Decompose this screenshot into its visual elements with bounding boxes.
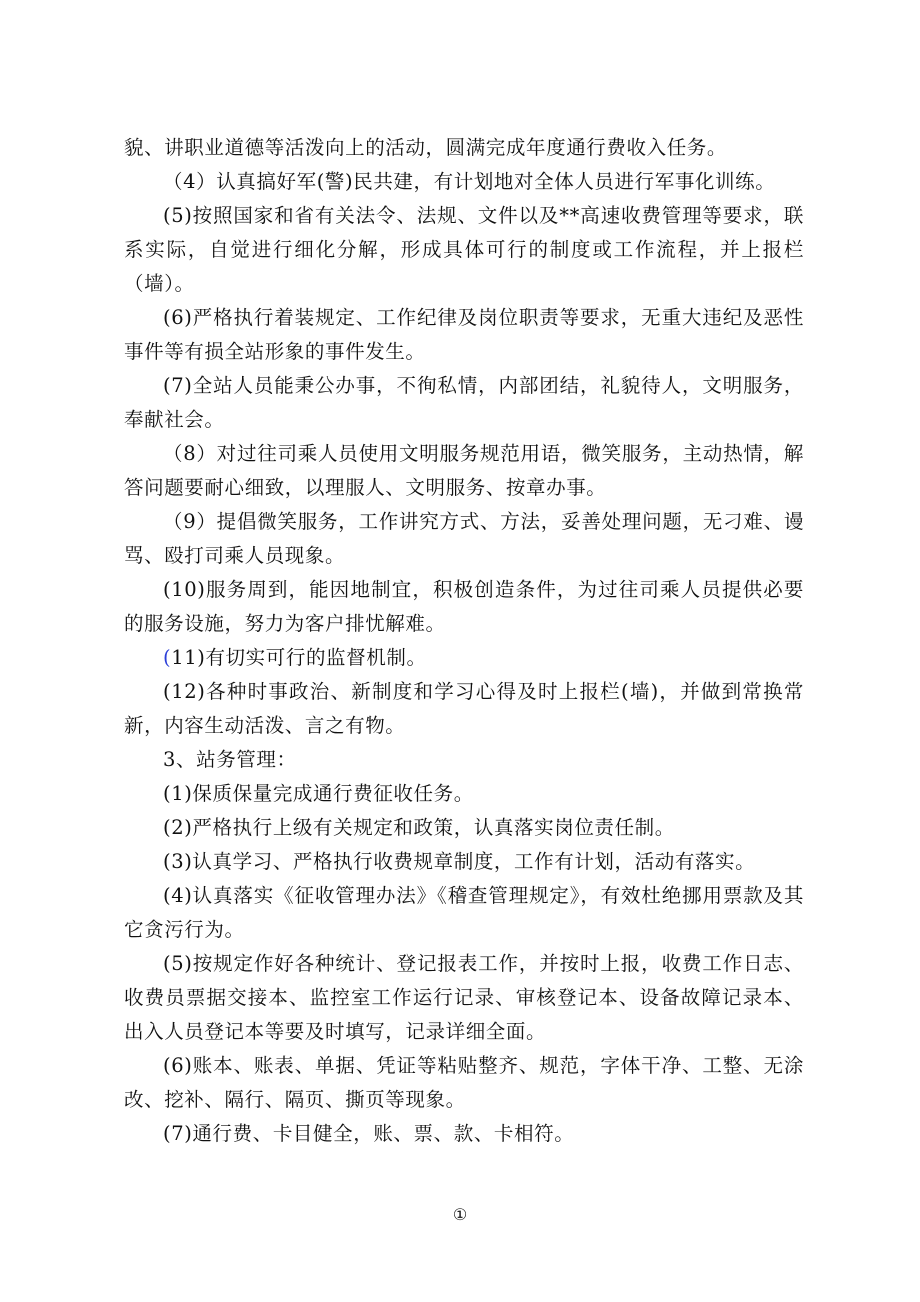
paragraph-continuation: 貌、讲职业道德等活泼向上的活动，圆满完成年度通行费收入任务。 [124,136,728,159]
paragraph-item-11-text: 11)有切实可行的监督机制。 [171,646,427,669]
blue-paren-mark: ( [163,646,172,669]
paragraph-item-12: (12)各种时事政治、新制度和学习心得及时上报栏(墙)，并做到常换常新，内容生动活泼、言之有物。 [124,680,804,737]
paragraph-station-item-1: (1)保质保量完成通行费征收任务。 [163,782,474,805]
paragraph-station-item-4: (4)认真落实《征收管理办法》《稽查管理规定》，有效杜绝挪用票款及其它贪污行为。 [124,884,804,941]
page-number: ① [452,1205,468,1224]
paragraph-station-item-7: (7)通行费、卡目健全，账、票、款、卡相符。 [163,1122,575,1145]
paragraph-item-11 [124,641,804,675]
paragraph-item-5: (5)按照国家和省有关法令、法规、文件以及**高速收费管理等要求，联系实际，自觉进行细化分解，形成具体可行的制度或工作流程，并上报栏（墙）。 [124,204,804,295]
paragraph-item-6: (6)严格执行着装规定、工作纪律及岗位职责等要求，无重大违纪及恶性事件等有损全站形象的事件发生。 [124,306,804,363]
paragraph-station-item-5: (5)按规定作好各种统计、登记报表工作，并按时上报，收费工作日志、收费员票据交接本、监控室工作运行记录、审核登记本、设备故障记录本、出入人员登记本等要及时填写，记录详细全面。 [124,952,804,1043]
paragraph-station-item-2: (2)严格执行上级有关规定和政策，认真落实岗位责任制。 [163,816,675,839]
paragraph-item-8: （8）对过往司乘人员使用文明服务规范用语，微笑服务，主动热情，解答问题要耐心细致，以理服人、文明服务、按章办事。 [124,442,804,499]
paragraph-item-4: （4）认真搞好军(警)民共建，有计划地对全体人员进行军事化训练。 [163,170,776,193]
paragraph-station-item-3: (3)认真学习、严格执行收费规章制度，工作有计划，活动有落实。 [163,850,756,873]
section-heading-station-management: 3、站务管理： [163,748,297,771]
document-body [124,131,804,1151]
paragraph-station-item-6: (6)账本、账表、单据、凭证等粘贴整齐、规范，字体干净、工整、无涂改、挖补、隔行、隔页、撕页等现象。 [124,1054,804,1111]
paragraph-item-7: (7)全站人员能秉公办事，不徇私情，内部团结，礼貌待人，文明服务，奉献社会。 [124,374,804,431]
paragraph-item-9: （9）提倡微笑服务，工作讲究方式、方法，妥善处理问题，无刁难、谩骂、殴打司乘人员现象。 [124,510,804,567]
paragraph-item-10: (10)服务周到，能因地制宜，积极创造条件，为过往司乘人员提供必要的服务设施，努力为客户排忧解难。 [124,578,804,635]
